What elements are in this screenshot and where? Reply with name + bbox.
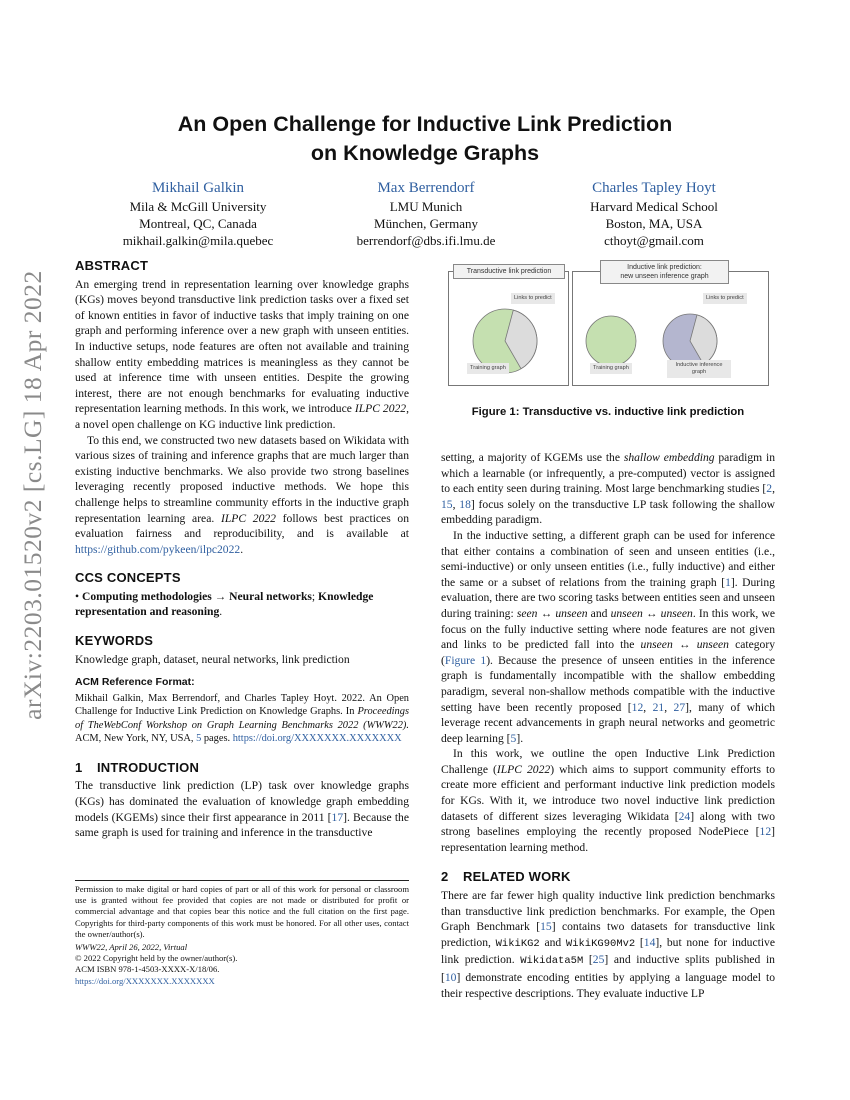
citation-link[interactable]: 10 (444, 971, 457, 984)
figure-1 (445, 258, 770, 388)
author-name[interactable]: Mikhail Galkin (151, 180, 245, 196)
citation-link[interactable]: 25 (592, 953, 605, 967)
inference-graph-label: Inductive inference graph (667, 360, 731, 378)
introduction-paragraph: The transductive link prediction (LP) task over knowledge graphs (KGs) has dominated the evaluation of knowledge graph embedding models (KGEMs) since their first appearance in 2011 [17]. Because the same graph is used for training and inference in the transductive (75, 779, 409, 840)
links-to-predict-label: Links to predict (511, 293, 555, 304)
acm-reference-text: Mikhail Galkin, Max Berrendorf, and Charles Tapley Hoyt. 2022. An Open Challenge for Inductive Link Prediction on Knowledge Graphs. In Proceedings of TheWebConf Workshop on Graph Learning Benchmarks 2022 (WWW22). ACM, New York, NY, USA, 5 pages. https://doi.org/XXXXXXX.XXXXXXX (75, 692, 409, 745)
author-location: Montreal, QC, Canada (139, 216, 257, 231)
author-affiliation: LMU Munich (389, 199, 463, 214)
right-paragraph-1: setting, a majority of KGEMs use the shallow embedding paradigm in which a learnable (or infrequently, a pre-computed) vector is assigned to each entity seen during training. Most large benchmarking studies [2, 15, 18] focus solely on the transductive LP task following the shallow embedding paradigm. (441, 451, 775, 527)
title-line-2: on Knowledge Graphs (310, 141, 540, 165)
github-link[interactable]: https://github.com/pykeen/ilpc2022 (75, 542, 241, 556)
citation-link[interactable]: 12 (631, 700, 644, 714)
author-affiliation: Mila & McGill University (129, 199, 267, 214)
citation-link[interactable]: 24 (678, 809, 691, 823)
isbn-line: ACM ISBN 978-1-4503-XXXX-X/18/06. (75, 964, 220, 975)
footnote-doi-link[interactable]: https://doi.org/XXXXXXX.XXXXXXX (75, 975, 215, 986)
copyright-footnote (75, 880, 409, 987)
abstract-paragraph-2: To this end, we constructed two new datasets based on Wikidata with various sizes of training and inference graphs that are much larger than existing inductive benchmarks. We also provide two strong baselines leveraging recently proposed inductive methods. We hope this challenge helps to streamline community efforts in the inductive graph representation learning area. ILPC 2022 follows best practices on evaluation fairness and reproducibility, and is available at https://github.com/pykeen/ilpc2022. (75, 433, 410, 556)
figure-1-caption: Figure 1: Transductive vs. inductive link prediction (471, 406, 745, 418)
right-column (441, 450, 775, 1001)
copyright-line: © 2022 Copyright held by the owner/author(s). (75, 953, 238, 964)
citation-link[interactable]: 15 (540, 920, 552, 934)
venue-line: WWW22, April 26, 2022, Virtual (75, 942, 188, 953)
left-column (75, 258, 409, 841)
citation-link[interactable]: 14 (643, 935, 656, 949)
inductive-title: Inductive link prediction: new unseen inference graph (600, 260, 729, 284)
introduction-heading: 1 INTRODUCTION (75, 759, 200, 775)
author-affiliation: Harvard Medical School (590, 199, 718, 214)
author-block-2 (306, 178, 546, 249)
citation-link[interactable]: 12 (759, 825, 772, 839)
training-graph-label-2: Training graph (590, 363, 632, 374)
arxiv-id-text: arXiv:2203.01520v2 [cs.LG] 18 Apr 2022 (18, 270, 47, 720)
footnote-rule (75, 880, 409, 881)
right-paragraph-2: In the inductive setting, a different graph can be used for inference that either contains a combination of seen and unseen entities (i.e., semi-inductive) or only unseen entities (i.e., fully inductive) and either the same or a subset of relations from the training graph [1]. During evaluation, there are two scoring tasks between entities seen and unseen during training: seen ↔ unseen and unseen ↔ unseen. In this work, we focus on the fully inductive setting where node features are not given and links to be predicted fall into the unseen ↔ unseen category (Figure 1). Because the presence of unseen entities in the inference graph is fundamentally incompatible with the shallow embedding paradigm, several non-shallow methods compatible with the inductive setting have been recently proposed [12, 21, 27], many of which leverage recent advancements in graph neural networks and geometric deep learning [5]. (441, 528, 776, 745)
author-name[interactable]: Max Berrendorf (377, 180, 475, 196)
abstract-heading: ABSTRACT (75, 258, 149, 273)
citation-link[interactable]: 15 (441, 497, 453, 511)
paper-title (75, 110, 775, 168)
training-graph-label: Training graph (467, 363, 509, 374)
acm-reference-heading: ACM Reference Format: (75, 676, 195, 689)
author-name[interactable]: Charles Tapley Hoyt (592, 180, 716, 196)
transductive-title: Transductive link prediction (453, 264, 565, 279)
citation-link[interactable]: 2 (766, 482, 773, 496)
citation-link[interactable]: 21 (652, 700, 665, 714)
keywords-text: Knowledge graph, dataset, neural networks, link prediction (75, 652, 350, 666)
abstract-paragraph-1: An emerging trend in representation learning over knowledge graphs (KGs) moves beyond transductive link prediction tasks over a fixed set of known entities in favor of inductive tasks that imply training on one graph and performing inference over a new graph with unseen entities. In inductive setups, node features are often not available and training shallow entity embedding matrices is meaningless as they cannot be used at inference time with unseen entities. Despite the growing interest, there are not enough benchmarks for evaluating inductive representation learning methods. In this work, we introduce ILPC 2022, a novel open challenge on KG inductive link prediction. (75, 277, 409, 431)
ccs-heading: CCS CONCEPTS (75, 570, 181, 586)
arxiv-side-stamp (8, 270, 58, 720)
figure-link[interactable]: Figure 1 (444, 653, 487, 667)
related-work-heading: 2 RELATED WORK (441, 869, 571, 885)
author-email: berrendorf@dbs.ifi.lmu.de (356, 233, 496, 248)
links-to-predict-label-2: Links to predict (703, 293, 747, 304)
author-location: Boston, MA, USA (605, 216, 703, 231)
permission-notice: Permission to make digital or hard copies of part or all of this work for personal or classroom use is granted without fee provided that copies are not made or distributed for profit or commercial advantage and that copies bear this notice and the full citation on the first page. Copyrights for third-party components of this work must be honored. For all other uses, contact the owner/author(s). (75, 884, 409, 939)
citation-link[interactable]: 5 (510, 731, 517, 745)
keywords-heading: KEYWORDS (75, 633, 154, 649)
citation-link[interactable]: 1 (725, 575, 731, 589)
citation-link[interactable]: 18 (459, 497, 471, 511)
citation-link[interactable]: 27 (673, 700, 686, 714)
training-graph-circle (586, 316, 636, 366)
author-block-3 (534, 178, 774, 249)
title-line-1: An Open Challenge for Inductive Link Prediction (177, 112, 673, 136)
related-work-paragraph: There are far fewer high quality inductive link prediction benchmarks than transductive link prediction benchmarks. For example, the Open Graph Benchmark [15] contains two datasets for transductive link prediction, WikiKG2 and WikiKG90Mv2 [14], but none for inductive link prediction. Wikidata5M [25] and inductive splits published in [10] demonstrate encoding entities by applying a language model to their respective descriptions. They evaluate inductive LP (441, 889, 775, 1000)
ccs-concepts-text: • Computing methodologies → Neural networks; Knowledge representation and reasoning. (75, 589, 374, 619)
author-email: mikhail.galkin@mila.quebec (122, 233, 274, 248)
author-email: cthoyt@gmail.com (604, 233, 704, 248)
right-paragraph-3: In this work, we outline the open Inductive Link Prediction Challenge (ILPC 2022) which aims to support community efforts to create more efficient and performant inductive link prediction models for KGs. With it, we introduce two novel inductive link prediction datasets of different sizes leveraging Wikidata [24] along with two strong baselines employing the recently proposed NodePiece [12] representation learning method. (441, 747, 776, 854)
author-block-1 (78, 178, 318, 249)
acm-doi-link[interactable]: https://doi.org/XXXXXXX.XXXXXXX (232, 733, 402, 745)
pages-link[interactable]: 5 (196, 733, 202, 745)
citation-link[interactable]: 17 (331, 810, 344, 824)
author-location: München, Germany (374, 216, 478, 231)
